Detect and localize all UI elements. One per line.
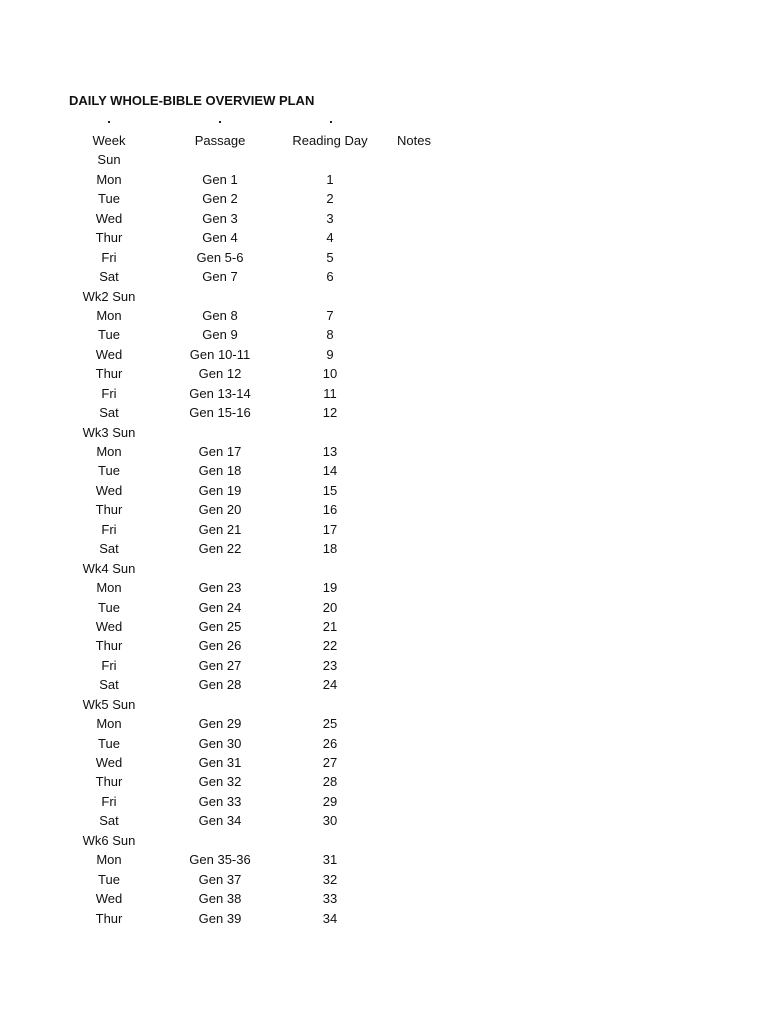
week-cell: Sun: [97, 152, 121, 168]
passage-cell: Gen 10-11: [189, 346, 251, 362]
reading-day-cell: 25: [322, 716, 338, 732]
table-row: [0, 287, 768, 306]
week-cell: Sat: [99, 813, 119, 829]
table-row: [0, 714, 768, 733]
passage-cell: Gen 8: [202, 307, 238, 323]
table-row: [0, 520, 768, 539]
reading-day-cell: 20: [322, 599, 338, 615]
table-row: [0, 345, 768, 364]
table-row: [0, 656, 768, 675]
table-row: [0, 248, 768, 267]
week-cell: Wk2 Sun: [82, 288, 136, 304]
passage-cell: Gen 23: [198, 580, 242, 596]
week-cell: Wed: [95, 346, 123, 362]
table-row: [0, 150, 768, 169]
table-row: [0, 209, 768, 228]
header-dots: [0, 113, 768, 127]
table-row: [0, 675, 768, 694]
table-row: [0, 636, 768, 655]
passage-cell: Gen 37: [198, 871, 242, 887]
passage-cell: Gen 26: [198, 638, 242, 654]
week-cell: Tue: [98, 599, 120, 615]
table-row: [0, 598, 768, 617]
passage-cell: Gen 4: [202, 230, 238, 246]
reading-day-cell: 19: [322, 580, 338, 596]
table-row: [0, 189, 768, 208]
passage-cell: Gen 20: [198, 502, 242, 518]
reading-day-cell: 16: [322, 502, 338, 518]
week-cell: Wed: [95, 755, 123, 770]
week-cell: Sat: [99, 541, 119, 557]
reading-day-cell: 34: [322, 910, 338, 926]
table-body: [0, 150, 768, 928]
table-row: [0, 306, 768, 325]
week-cell: Tue: [98, 735, 120, 751]
column-header-passage: Passage: [194, 133, 246, 148]
week-cell: Tue: [98, 463, 120, 479]
week-cell: Thur: [95, 774, 123, 790]
passage-cell: Gen 29: [198, 716, 242, 732]
table-row: [0, 442, 768, 461]
week-cell: Sat: [99, 269, 119, 285]
table-row: [0, 792, 768, 811]
table-row: [0, 364, 768, 383]
passage-cell: Gen 34: [198, 813, 242, 829]
week-cell: Thur: [95, 502, 123, 518]
reading-day-cell: 29: [322, 793, 338, 809]
passage-cell: Gen 2: [202, 191, 238, 207]
reading-plan-table: [0, 131, 768, 928]
passage-cell: Gen 19: [198, 482, 242, 498]
passage-cell: Gen 35-36: [189, 852, 251, 868]
passage-cell: Gen 30: [198, 735, 242, 751]
table-row: [0, 889, 768, 908]
reading-day-cell: 30: [322, 813, 338, 829]
week-cell: Sat: [99, 405, 119, 421]
passage-cell: Gen 15-16: [189, 405, 251, 421]
reading-day-cell: 31: [322, 852, 338, 868]
week-cell: Wk6 Sun: [82, 832, 136, 848]
week-cell: Wed: [95, 210, 123, 226]
reading-day-cell: 12: [322, 405, 338, 421]
document-title: DAILY WHOLE-BIBLE OVERVIEW PLAN: [69, 93, 315, 108]
table-row: [0, 325, 768, 344]
table-row: [0, 403, 768, 422]
week-cell: Wk5 Sun: [82, 696, 136, 712]
passage-cell: Gen 22: [198, 541, 242, 557]
reading-day-cell: 11: [323, 385, 337, 401]
reading-day-cell: 33: [322, 891, 338, 907]
table-row: [0, 578, 768, 597]
passage-cell: Gen 28: [198, 677, 242, 693]
reading-day-cell: 27: [322, 755, 338, 770]
table-row: [0, 481, 768, 500]
week-cell: Mon: [96, 716, 122, 732]
passage-cell: Gen 31: [198, 755, 242, 770]
passage-cell: Gen 5-6: [196, 249, 244, 265]
table-row: [0, 461, 768, 480]
passage-cell: Gen 1: [202, 171, 238, 187]
week-cell: Fri: [101, 385, 117, 401]
week-cell: Fri: [101, 657, 117, 673]
week-cell: Mon: [96, 444, 122, 459]
week-cell: Wed: [95, 482, 123, 498]
table-row: [0, 734, 768, 753]
week-cell: Fri: [101, 249, 117, 265]
table-row: [0, 617, 768, 636]
passage-cell: Gen 24: [198, 599, 242, 615]
week-cell: Mon: [96, 307, 122, 323]
table-row: [0, 695, 768, 714]
week-cell: Wk4 Sun: [82, 560, 136, 576]
dot-reading-day: [330, 121, 332, 123]
reading-day-cell: 17: [322, 521, 338, 537]
passage-cell: Gen 25: [198, 618, 242, 634]
table-row: [0, 753, 768, 772]
table-row: [0, 850, 768, 869]
reading-day-cell: 24: [322, 677, 338, 693]
passage-cell: Gen 27: [198, 657, 242, 673]
table-row: [0, 170, 768, 189]
reading-day-cell: 23: [322, 657, 338, 673]
passage-cell: Gen 12: [198, 366, 242, 382]
reading-day-cell: 14: [322, 463, 338, 479]
passage-cell: Gen 9: [202, 327, 238, 343]
table-row: [0, 500, 768, 519]
week-cell: Tue: [98, 871, 120, 887]
table-row: [0, 228, 768, 247]
week-cell: Sat: [99, 677, 119, 693]
passage-cell: Gen 18: [198, 463, 242, 479]
week-cell: Thur: [95, 230, 123, 246]
column-header-week: Week: [92, 133, 126, 148]
table-row: [0, 870, 768, 889]
week-cell: Wed: [95, 618, 123, 634]
passage-cell: Gen 33: [198, 793, 242, 809]
reading-day-cell: 8: [326, 327, 334, 343]
passage-cell: Gen 32: [198, 774, 242, 790]
passage-cell: Gen 17: [198, 444, 242, 459]
passage-cell: Gen 3: [202, 210, 238, 226]
table-row: [0, 772, 768, 791]
dot-week: [108, 121, 110, 123]
table-row: [0, 384, 768, 403]
reading-day-cell: 1: [326, 171, 334, 187]
reading-day-cell: 28: [322, 774, 338, 790]
week-cell: Mon: [96, 852, 122, 868]
reading-day-cell: 32: [322, 871, 338, 887]
column-header-reading-day: Reading Day: [292, 133, 368, 148]
week-cell: Fri: [101, 521, 117, 537]
week-cell: Mon: [96, 580, 122, 596]
reading-day-cell: 9: [326, 346, 334, 362]
week-cell: Thur: [95, 910, 123, 926]
week-cell: Tue: [98, 191, 120, 207]
table-row: [0, 267, 768, 286]
table-row: [0, 909, 768, 928]
reading-day-cell: 6: [326, 269, 334, 285]
passage-cell: Gen 13-14: [189, 385, 251, 401]
table-header-row: [0, 131, 768, 150]
table-row: [0, 423, 768, 442]
table-row: [0, 539, 768, 558]
passage-cell: Gen 21: [198, 521, 242, 537]
reading-day-cell: 26: [322, 735, 338, 751]
week-cell: Thur: [95, 366, 123, 382]
passage-cell: Gen 38: [198, 891, 242, 907]
reading-day-cell: 13: [322, 444, 338, 459]
reading-day-cell: 22: [322, 638, 338, 654]
week-cell: Tue: [98, 327, 120, 343]
table-row: [0, 811, 768, 830]
reading-day-cell: 3: [326, 210, 334, 226]
reading-day-cell: 2: [326, 191, 334, 207]
reading-day-cell: 21: [322, 618, 338, 634]
week-cell: Fri: [101, 793, 117, 809]
table-row: [0, 559, 768, 578]
passage-cell: Gen 39: [198, 910, 242, 926]
week-cell: Thur: [95, 638, 123, 654]
table-row: [0, 831, 768, 850]
reading-day-cell: 15: [322, 482, 338, 498]
passage-cell: Gen 7: [202, 269, 238, 285]
week-cell: Mon: [96, 171, 122, 187]
reading-day-cell: 18: [322, 541, 338, 557]
reading-day-cell: 4: [326, 230, 334, 246]
week-cell: Wed: [95, 891, 123, 907]
dot-passage: [219, 121, 221, 123]
column-header-notes: Notes: [397, 133, 431, 148]
reading-day-cell: 5: [326, 249, 334, 265]
reading-day-cell: 10: [322, 366, 338, 382]
reading-day-cell: 7: [326, 307, 334, 323]
week-cell: Wk3 Sun: [82, 424, 136, 440]
